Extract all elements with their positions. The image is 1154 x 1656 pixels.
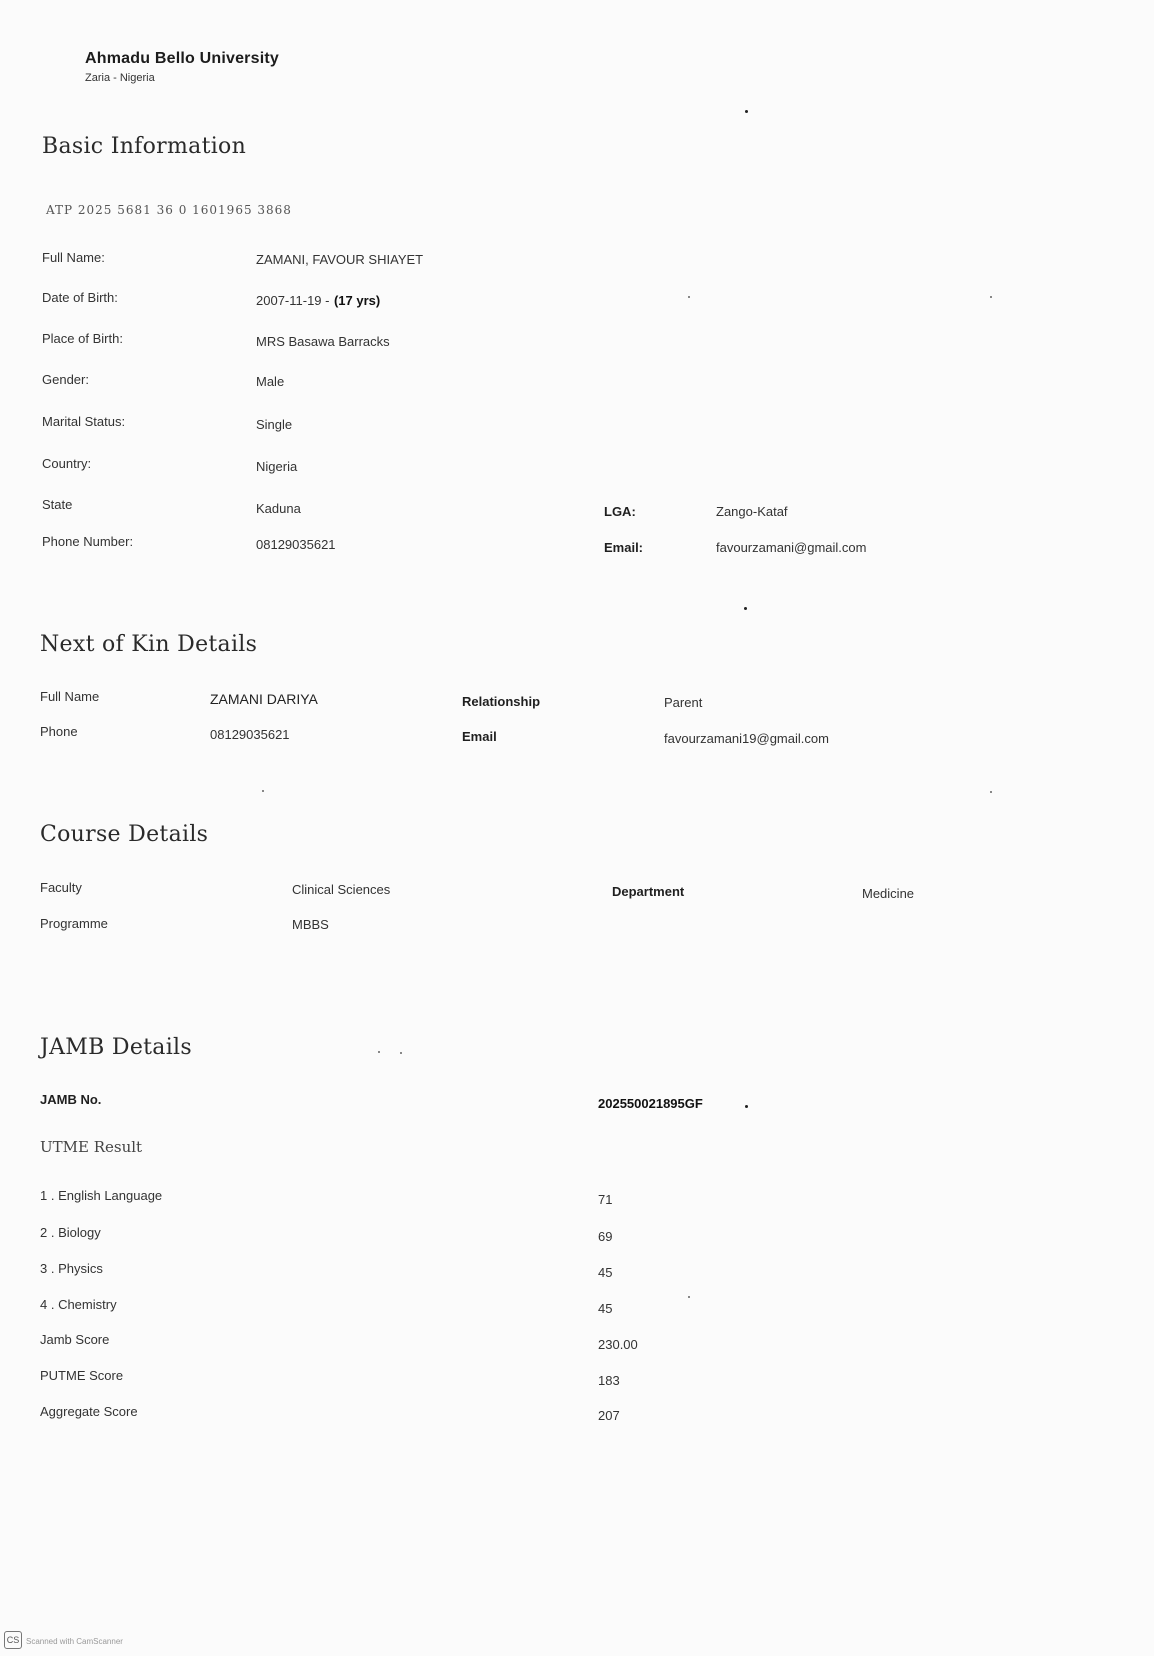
place-of-birth-value: MRS Basawa Barracks <box>256 334 390 349</box>
full-name-label: Full Name: <box>42 250 105 265</box>
kin-title: Next of Kin Details <box>40 632 258 657</box>
result-physics-label: 3 . Physics <box>40 1261 103 1276</box>
country-label: Country: <box>42 456 92 471</box>
phone-label: Phone Number: <box>42 534 134 549</box>
marital-status-value: Single <box>256 417 293 432</box>
institution-location: Zaria - Nigeria <box>85 72 155 84</box>
kin-full-name-value: ZAMANI DARIYA <box>210 691 318 707</box>
dob-label: Date of Birth: <box>42 290 118 305</box>
dob-age: (17 yrs) <box>333 293 381 308</box>
camscanner-logo: CS <box>4 1631 22 1649</box>
faculty-value: Clinical Sciences <box>292 882 391 897</box>
result-chemistry-label: 4 . Chemistry <box>40 1297 117 1312</box>
programme-value: MBBS <box>292 917 329 932</box>
result-biology-value: 69 <box>598 1229 613 1244</box>
result-english-label: 1 . English Language <box>40 1188 163 1203</box>
scan-speck <box>990 791 992 793</box>
email-value: favourzamani@gmail.com <box>716 540 867 555</box>
scan-speck <box>745 110 748 113</box>
phone-value: 08129035621 <box>256 537 336 552</box>
gender-label: Gender: <box>42 372 89 387</box>
lga-label: LGA: <box>604 504 636 519</box>
kin-phone-label: Phone <box>40 724 78 739</box>
scan-speck <box>378 1051 380 1053</box>
full-name-value: ZAMANI, FAVOUR SHIAYET <box>256 252 424 267</box>
dob-value-wrap <box>256 292 380 310</box>
putme-score-value: 183 <box>598 1373 620 1388</box>
result-chemistry-value: 45 <box>598 1301 613 1316</box>
scan-speck <box>688 296 690 298</box>
result-english-value: 71 <box>598 1192 613 1207</box>
department-value: Medicine <box>862 886 915 901</box>
kin-relationship-label: Relationship <box>462 694 541 709</box>
aggregate-score-value: 207 <box>598 1408 620 1423</box>
email-label: Email: <box>604 540 644 555</box>
scan-speck <box>744 607 747 610</box>
kin-full-name-label: Full Name <box>40 689 100 704</box>
kin-email-label: Email <box>462 729 497 744</box>
marital-status-label: Marital Status: <box>42 414 126 429</box>
institution-name: Ahmadu Bello University <box>85 50 279 67</box>
utme-result-title: UTME Result <box>40 1138 143 1156</box>
lga-value: Zango-Kataf <box>716 504 788 519</box>
jamb-score-label: Jamb Score <box>40 1332 110 1347</box>
jamb-no-label: JAMB No. <box>40 1092 102 1107</box>
state-value: Kaduna <box>256 501 301 516</box>
state-label: State <box>42 497 73 512</box>
faculty-label: Faculty <box>40 880 82 895</box>
course-title: Course Details <box>40 822 209 847</box>
gender-value: Male <box>256 374 285 389</box>
place-of-birth-label: Place of Birth: <box>42 331 123 346</box>
kin-relationship-value: Parent <box>664 695 703 710</box>
jamb-no-value: 202550021895GF <box>598 1096 703 1111</box>
jamb-title: JAMB Details <box>40 1035 192 1060</box>
result-physics-value: 45 <box>598 1265 613 1280</box>
kin-phone-value: 08129035621 <box>210 727 290 742</box>
result-biology-label: 2 . Biology <box>40 1225 101 1240</box>
programme-label: Programme <box>40 916 108 931</box>
aggregate-score-label: Aggregate Score <box>40 1404 138 1419</box>
application-reference: ATP 2025 5681 36 0 1601965 3868 <box>46 203 292 217</box>
scan-speck <box>400 1052 402 1054</box>
scan-speck <box>745 1105 748 1108</box>
dob-value: 2007-11-19 - <box>256 293 330 308</box>
basic-info-title: Basic Information <box>42 134 247 159</box>
scan-speck <box>262 790 264 792</box>
camscanner-watermark: Scanned with CamScanner <box>26 1637 123 1646</box>
kin-email-value: favourzamani19@gmail.com <box>664 731 829 746</box>
jamb-score-value: 230.00 <box>598 1337 638 1352</box>
scan-speck <box>688 1296 690 1298</box>
scan-speck <box>990 296 992 298</box>
country-value: Nigeria <box>256 459 298 474</box>
department-label: Department <box>612 884 685 899</box>
putme-score-label: PUTME Score <box>40 1368 124 1383</box>
